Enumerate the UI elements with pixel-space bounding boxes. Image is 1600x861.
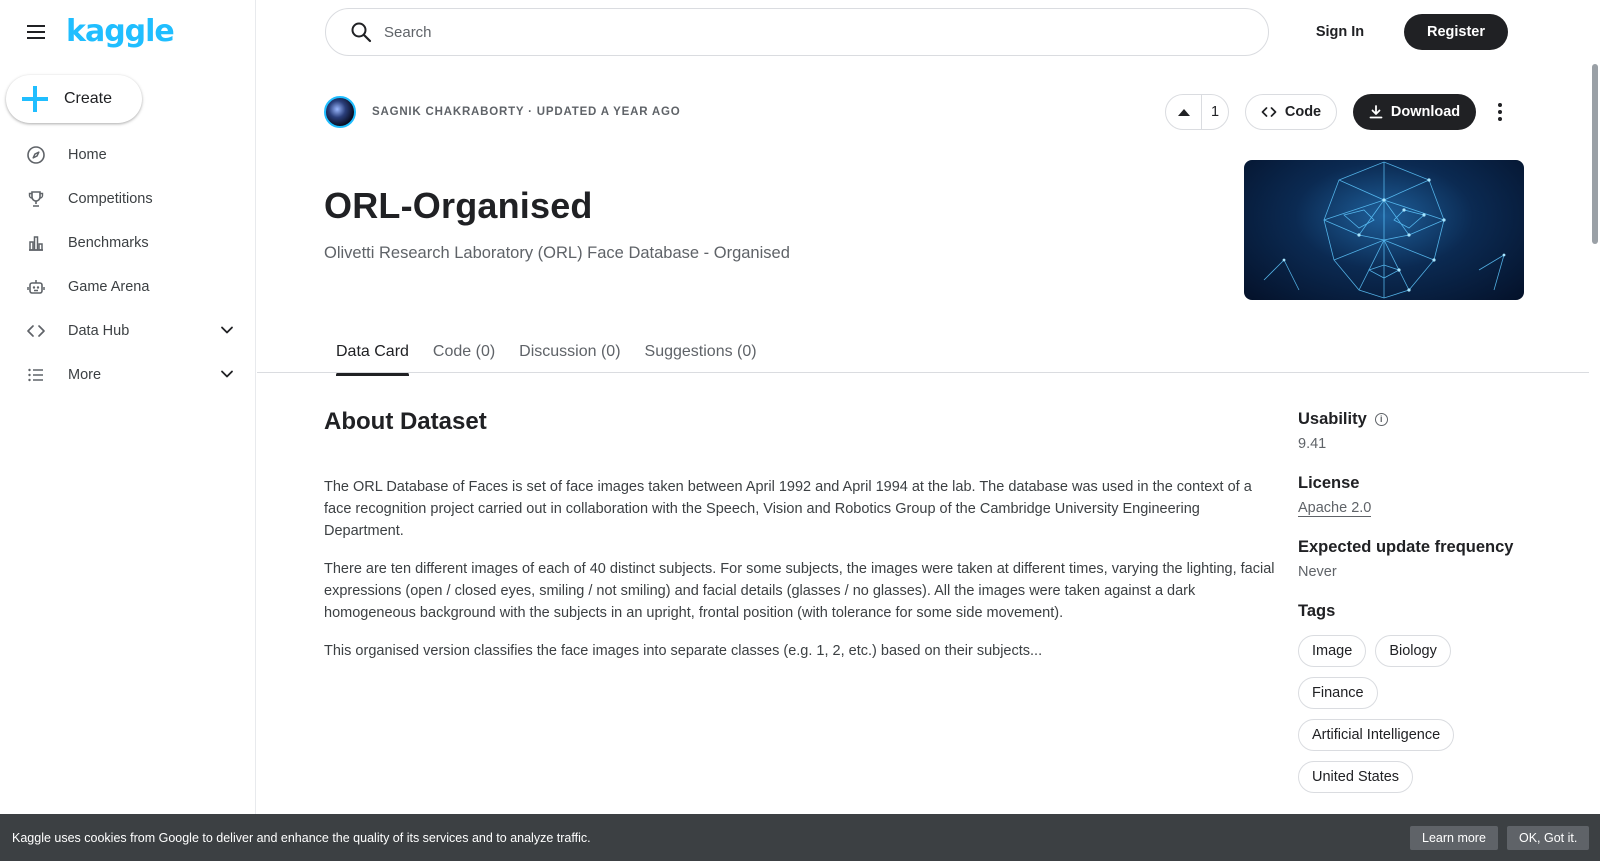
code-button-label: Code (1284, 104, 1322, 120)
dataset-cover-image (1244, 160, 1524, 300)
dataset-metadata-panel (1298, 410, 1548, 815)
sidebar-item-label: Competitions (68, 191, 153, 207)
tabs-divider (257, 372, 1589, 373)
about-paragraph: There are ten different images of each of 40 distinct subjects. For some subjects, the images were taken at different times, varying the lighting, facial expressions (open / closed eyes, smiling / not smiling) and facial details (glasses / no glasses). All the images were taken against a dark homogeneous background with the subjects in an upright, frontal position (with tolerance for some side movement). (324, 561, 1275, 621)
sidebar-nav (0, 133, 256, 397)
tab-data-card[interactable]: Data Card (324, 332, 421, 372)
license-label: License (1298, 474, 1360, 492)
trophy-icon (26, 189, 46, 209)
update-frequency-label: Expected update frequency (1298, 538, 1514, 556)
sidebar-item-home[interactable] (0, 133, 256, 177)
sidebar-item-competitions[interactable] (0, 177, 256, 221)
brand (24, 14, 174, 50)
robot-icon (26, 277, 46, 297)
about-dataset-body (324, 476, 1276, 678)
search-bar[interactable] (325, 8, 1269, 56)
page-title: ORL-Organised (324, 185, 593, 226)
dataset-owner-meta: SAGNIK CHAKRABORTY · UPDATED A YEAR AGO (372, 106, 681, 118)
sidebar (0, 0, 256, 861)
cookie-message: Kaggle uses cookies from Google to deliver and enhance the quality of its services and to analyze traffic. (12, 830, 591, 845)
update-frequency-value: Never (1298, 564, 1337, 580)
sidebar-item-data-hub[interactable] (0, 309, 256, 353)
sidebar-item-game-arena[interactable] (0, 265, 256, 309)
usability-value: 9.41 (1298, 436, 1327, 452)
tab-discussion[interactable]: Discussion (0) (519, 343, 621, 360)
sidebar-item-label: Game Arena (68, 279, 150, 295)
about-paragraph: This organised version classifies the face images into separate classes (e.g. 1, 2, etc.) based on their subjects... (324, 643, 1043, 659)
download-button-label: Download (1390, 104, 1461, 120)
vote-control (1165, 94, 1229, 130)
compass-icon (26, 145, 46, 165)
list-icon (26, 365, 46, 385)
info-icon[interactable]: i (1375, 413, 1388, 426)
tag-chip[interactable]: Biology (1375, 635, 1451, 667)
tab-code[interactable]: Code (0) (432, 343, 496, 360)
usability-label: Usability (1298, 410, 1367, 428)
download-button[interactable] (1353, 94, 1476, 130)
vote-count: 1 (1210, 104, 1220, 120)
learn-more-button[interactable]: Learn more (1410, 826, 1498, 850)
search-icon (350, 21, 372, 43)
plus-icon (22, 86, 48, 112)
cookie-ok-button[interactable]: OK, Got it. (1507, 826, 1589, 850)
page-scrollbar[interactable] (1589, 0, 1600, 861)
tag-list (1298, 635, 1498, 793)
sidebar-item-label: Data Hub (68, 323, 130, 339)
sidebar-item-label: More (68, 367, 102, 383)
tab-suggestions[interactable]: Suggestions (0) (644, 343, 757, 360)
kaggle-logo[interactable]: kaggle (66, 14, 174, 49)
register-button[interactable]: Register (1404, 14, 1508, 50)
create-label: Create (64, 90, 113, 107)
chevron-down-icon[interactable] (220, 367, 234, 381)
upvote-button[interactable] (1166, 95, 1202, 129)
code-button[interactable] (1245, 94, 1337, 130)
code-icon (1261, 104, 1277, 120)
about-dataset-heading: About Dataset (324, 408, 487, 435)
download-icon (1369, 105, 1383, 119)
tag-chip[interactable]: Image (1298, 635, 1366, 667)
code-icon (26, 321, 46, 341)
chevron-down-icon[interactable] (220, 323, 234, 337)
page-subtitle: Olivetti Research Laboratory (ORL) Face Database - Organised (324, 244, 790, 262)
sidebar-item-benchmarks[interactable] (0, 221, 256, 265)
sidebar-item-more[interactable] (0, 353, 256, 397)
bar-chart-icon (26, 233, 46, 253)
sign-in-button[interactable]: Sign In (1315, 24, 1365, 40)
tag-chip[interactable]: United States (1298, 761, 1413, 793)
avatar[interactable] (324, 96, 356, 128)
license-link[interactable]: Apache 2.0 (1298, 500, 1372, 516)
tag-chip[interactable]: Artificial Intelligence (1298, 719, 1454, 751)
cookie-banner (0, 814, 1600, 861)
caret-up-icon (1178, 109, 1190, 116)
tags-label: Tags (1298, 602, 1336, 620)
hamburger-menu-icon[interactable] (24, 20, 48, 44)
create-button[interactable] (6, 75, 142, 123)
about-paragraph: The ORL Database of Faces is set of face images taken between April 1992 and April 1994 at the lab. The database was used in the context of a face recognition project carried out in collaboration with the Speech, Vision and Robotics Group of the Cambridge University Engineering Department. (324, 479, 1252, 539)
dataset-tabs (324, 332, 769, 372)
sidebar-item-label: Benchmarks (68, 235, 149, 251)
scrollbar-thumb[interactable] (1592, 64, 1598, 244)
search-input[interactable] (384, 24, 1184, 41)
sidebar-item-label: Home (68, 147, 107, 163)
tag-chip[interactable]: Finance (1298, 677, 1378, 709)
more-options-icon[interactable] (1490, 98, 1510, 126)
